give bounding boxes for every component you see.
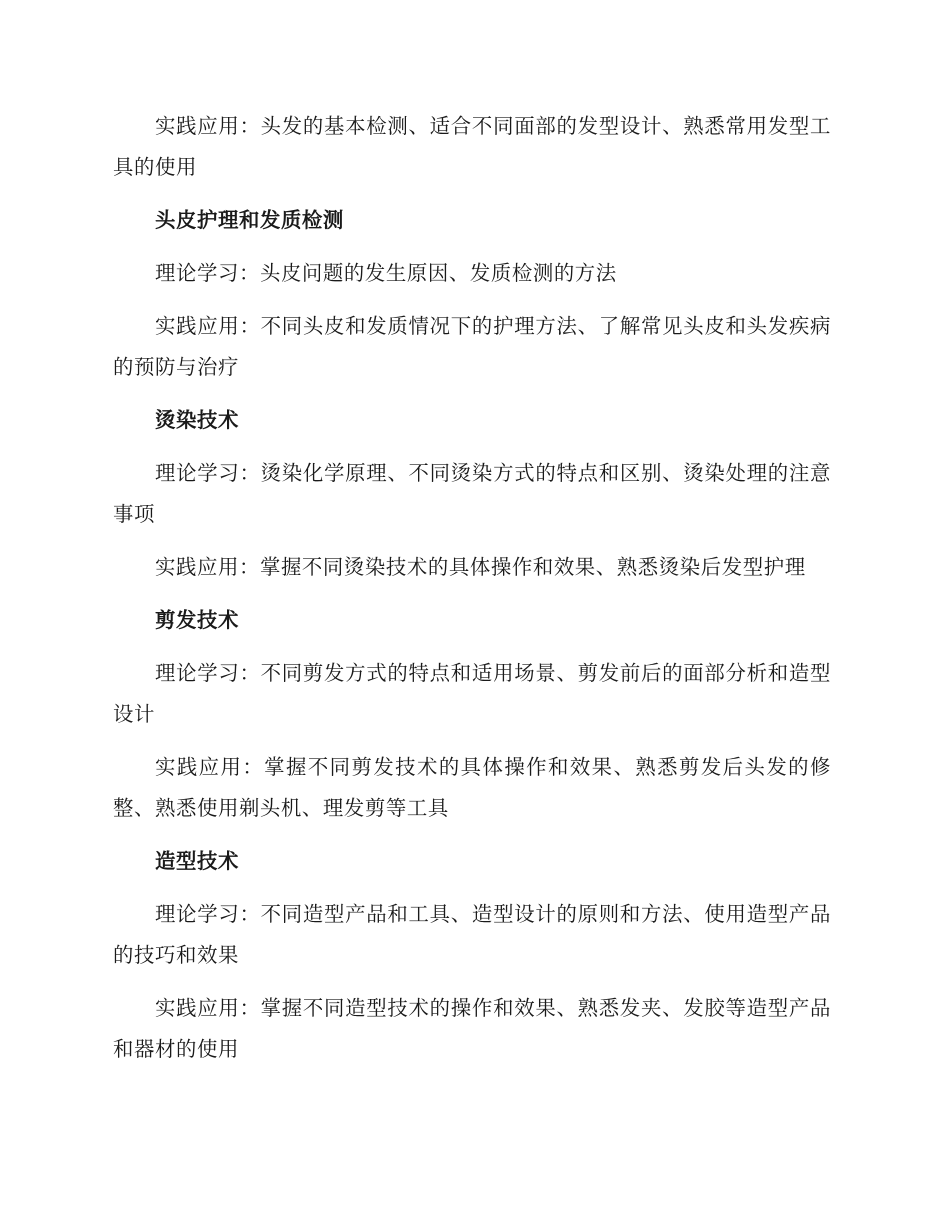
paragraph-practice-styling: 实践应用：掌握不同造型技术的操作和效果、熟悉发夹、发胶等造型产品和器材的使用	[113, 996, 831, 1061]
section-heading-haircut: 剪发技术	[155, 608, 239, 632]
paragraph-theory-styling: 理论学习：不同造型产品和工具、造型设计的原则和方法、使用造型产品的技巧和效果	[113, 902, 831, 967]
paragraph-theory-haircut: 理论学习：不同剪发方式的特点和适用场景、剪发前后的面部分析和造型设计	[113, 661, 831, 726]
document-body	[113, 106, 831, 1082]
paragraph-practice-scalp: 实践应用：不同头皮和发质情况下的护理方法、了解常见头皮和头发疾病的预防与治疗	[113, 314, 831, 379]
paragraph-theory-perm-dye: 理论学习：烫染化学原理、不同烫染方式的特点和区别、烫染处理的注意事项	[113, 461, 831, 526]
section-heading-perm-dye: 烫染技术	[155, 408, 239, 432]
paragraph-theory-scalp: 理论学习：头皮问题的发生原因、发质检测的方法	[155, 261, 617, 285]
section-heading-scalp-care: 头皮护理和发质检测	[155, 208, 344, 232]
paragraph-practice-perm-dye: 实践应用：掌握不同烫染技术的具体操作和效果、熟悉烫染后发型护理	[155, 555, 806, 579]
paragraph-practice-basic: 实践应用：头发的基本检测、适合不同面部的发型设计、熟悉常用发型工具的使用	[113, 114, 831, 179]
section-heading-styling: 造型技术	[155, 849, 239, 873]
paragraph-practice-haircut: 实践应用：掌握不同剪发技术的具体操作和效果、熟悉剪发后头发的修整、熟悉使用剃头机、理发剪等工具	[113, 755, 831, 820]
